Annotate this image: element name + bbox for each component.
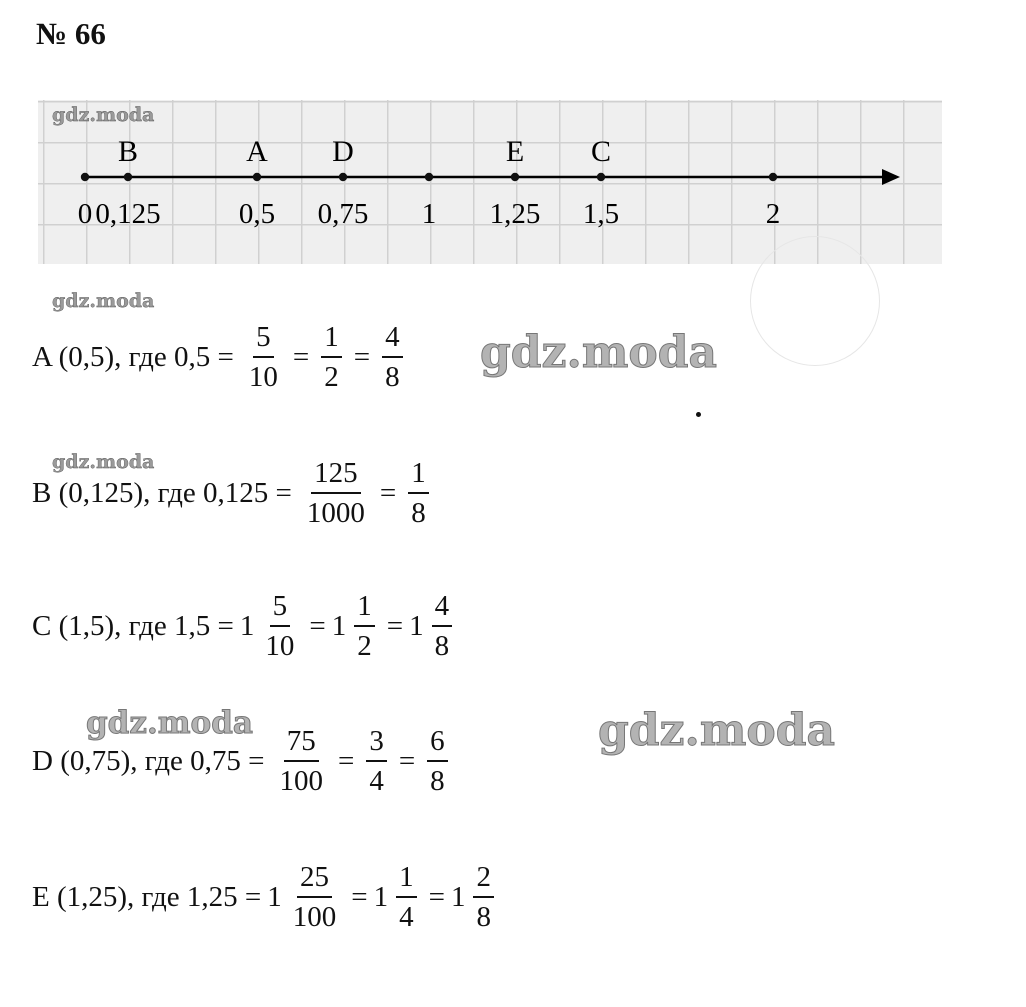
point-6 — [597, 173, 605, 181]
numerator: 5 — [270, 591, 291, 627]
equation-a — [32, 322, 411, 393]
equation-head: D (0,75), где 0,75 = — [32, 744, 265, 777]
whole-part: 1 — [267, 880, 282, 913]
denominator: 8 — [476, 901, 491, 934]
point-letter: A — [246, 135, 268, 168]
fraction — [304, 458, 368, 529]
denominator: 8 — [430, 765, 445, 798]
numerator: 75 — [284, 726, 319, 762]
equals-sign: = — [398, 744, 416, 777]
equals-sign: = — [351, 880, 368, 913]
tick-label: 0,5 — [238, 198, 276, 230]
point-4 — [425, 173, 433, 181]
exercise-number: № 66 — [36, 16, 106, 51]
equation-head: B (0,125), где 0,125 = — [32, 476, 292, 509]
tick-label: 0 — [77, 198, 93, 230]
point-5 — [511, 173, 519, 181]
watermark: gdz.moda — [86, 705, 253, 741]
point-2 — [253, 173, 261, 181]
equals-sign: = — [309, 609, 326, 642]
tick-label: 1 — [421, 198, 437, 230]
fraction — [262, 591, 297, 662]
point-0 — [81, 173, 89, 181]
denominator: 10 — [265, 630, 295, 663]
whole-part: 1 — [331, 609, 347, 642]
stray-dot — [696, 412, 701, 417]
point-letter: B — [117, 135, 139, 168]
fraction — [382, 322, 403, 393]
watermark-circle — [750, 236, 880, 366]
denominator: 100 — [279, 765, 323, 798]
point-letter: E — [505, 135, 525, 168]
denominator: 2 — [324, 361, 339, 394]
fraction — [396, 862, 417, 933]
equals-sign: = — [386, 609, 404, 642]
numerator: 25 — [297, 862, 332, 898]
denominator: 8 — [411, 497, 426, 530]
equation-head: E (1,25), где 1,25 = — [32, 880, 262, 913]
point-3 — [339, 173, 347, 181]
whole-part: 1 — [373, 880, 389, 913]
numerator: 4 — [432, 591, 453, 627]
watermark: gdz.moda — [52, 290, 155, 312]
fraction — [321, 322, 342, 393]
equals-sign: = — [337, 744, 355, 777]
watermark: gdz.moda — [52, 451, 155, 473]
whole-part: 1 — [409, 609, 424, 642]
fraction — [473, 862, 494, 933]
fraction — [432, 591, 453, 662]
equals-sign: = — [379, 476, 397, 509]
numerator: 2 — [473, 862, 494, 898]
equation-c — [32, 591, 460, 662]
numerator: 1 — [354, 591, 375, 627]
equation-head: A (0,5), где 0,5 = — [32, 340, 234, 373]
denominator: 8 — [434, 630, 450, 663]
numerator: 6 — [427, 726, 448, 762]
numerator: 4 — [382, 322, 403, 358]
fraction — [427, 726, 448, 797]
equation-head: C (1,5), где 1,5 = — [32, 609, 234, 642]
equation-e — [32, 862, 502, 933]
point-7 — [769, 173, 777, 181]
fraction — [408, 458, 429, 529]
fraction — [246, 322, 281, 393]
denominator: 2 — [357, 630, 372, 663]
fraction — [366, 726, 387, 797]
fraction — [290, 862, 340, 933]
numerator: 5 — [253, 322, 274, 358]
denominator: 4 — [369, 765, 384, 798]
tick-label: 2 — [765, 198, 781, 230]
point-letter: C — [590, 135, 612, 168]
numerator: 1 — [396, 862, 417, 898]
numerator: 1 — [321, 322, 342, 358]
numerator: 125 — [311, 458, 361, 494]
equation-d — [32, 726, 456, 797]
fraction — [276, 726, 326, 797]
equation-b — [32, 458, 437, 529]
equals-sign: = — [353, 340, 371, 373]
numerator: 1 — [408, 458, 429, 494]
point-letter: D — [332, 135, 354, 168]
denominator: 10 — [248, 361, 278, 394]
whole-part: 1 — [239, 609, 255, 642]
numerator: 3 — [366, 726, 387, 762]
equals-sign: = — [292, 340, 310, 373]
tick-label: 0,125 — [95, 198, 161, 230]
denominator: 100 — [292, 901, 337, 934]
tick-label: 0,75 — [317, 198, 369, 230]
watermark: gdz.moda — [598, 705, 836, 756]
point-1 — [124, 173, 132, 181]
denominator: 4 — [399, 901, 414, 934]
fraction — [354, 591, 375, 662]
tick-label: 1,5 — [582, 198, 620, 230]
tick-label: 1,25 — [489, 198, 541, 230]
axis-arrow — [882, 169, 900, 185]
watermark: gdz.moda — [52, 104, 155, 126]
equals-sign: = — [428, 880, 445, 913]
watermark: gdz.moda — [480, 327, 718, 378]
denominator: 8 — [385, 361, 400, 394]
denominator: 1000 — [306, 497, 365, 530]
whole-part: 1 — [450, 880, 466, 913]
